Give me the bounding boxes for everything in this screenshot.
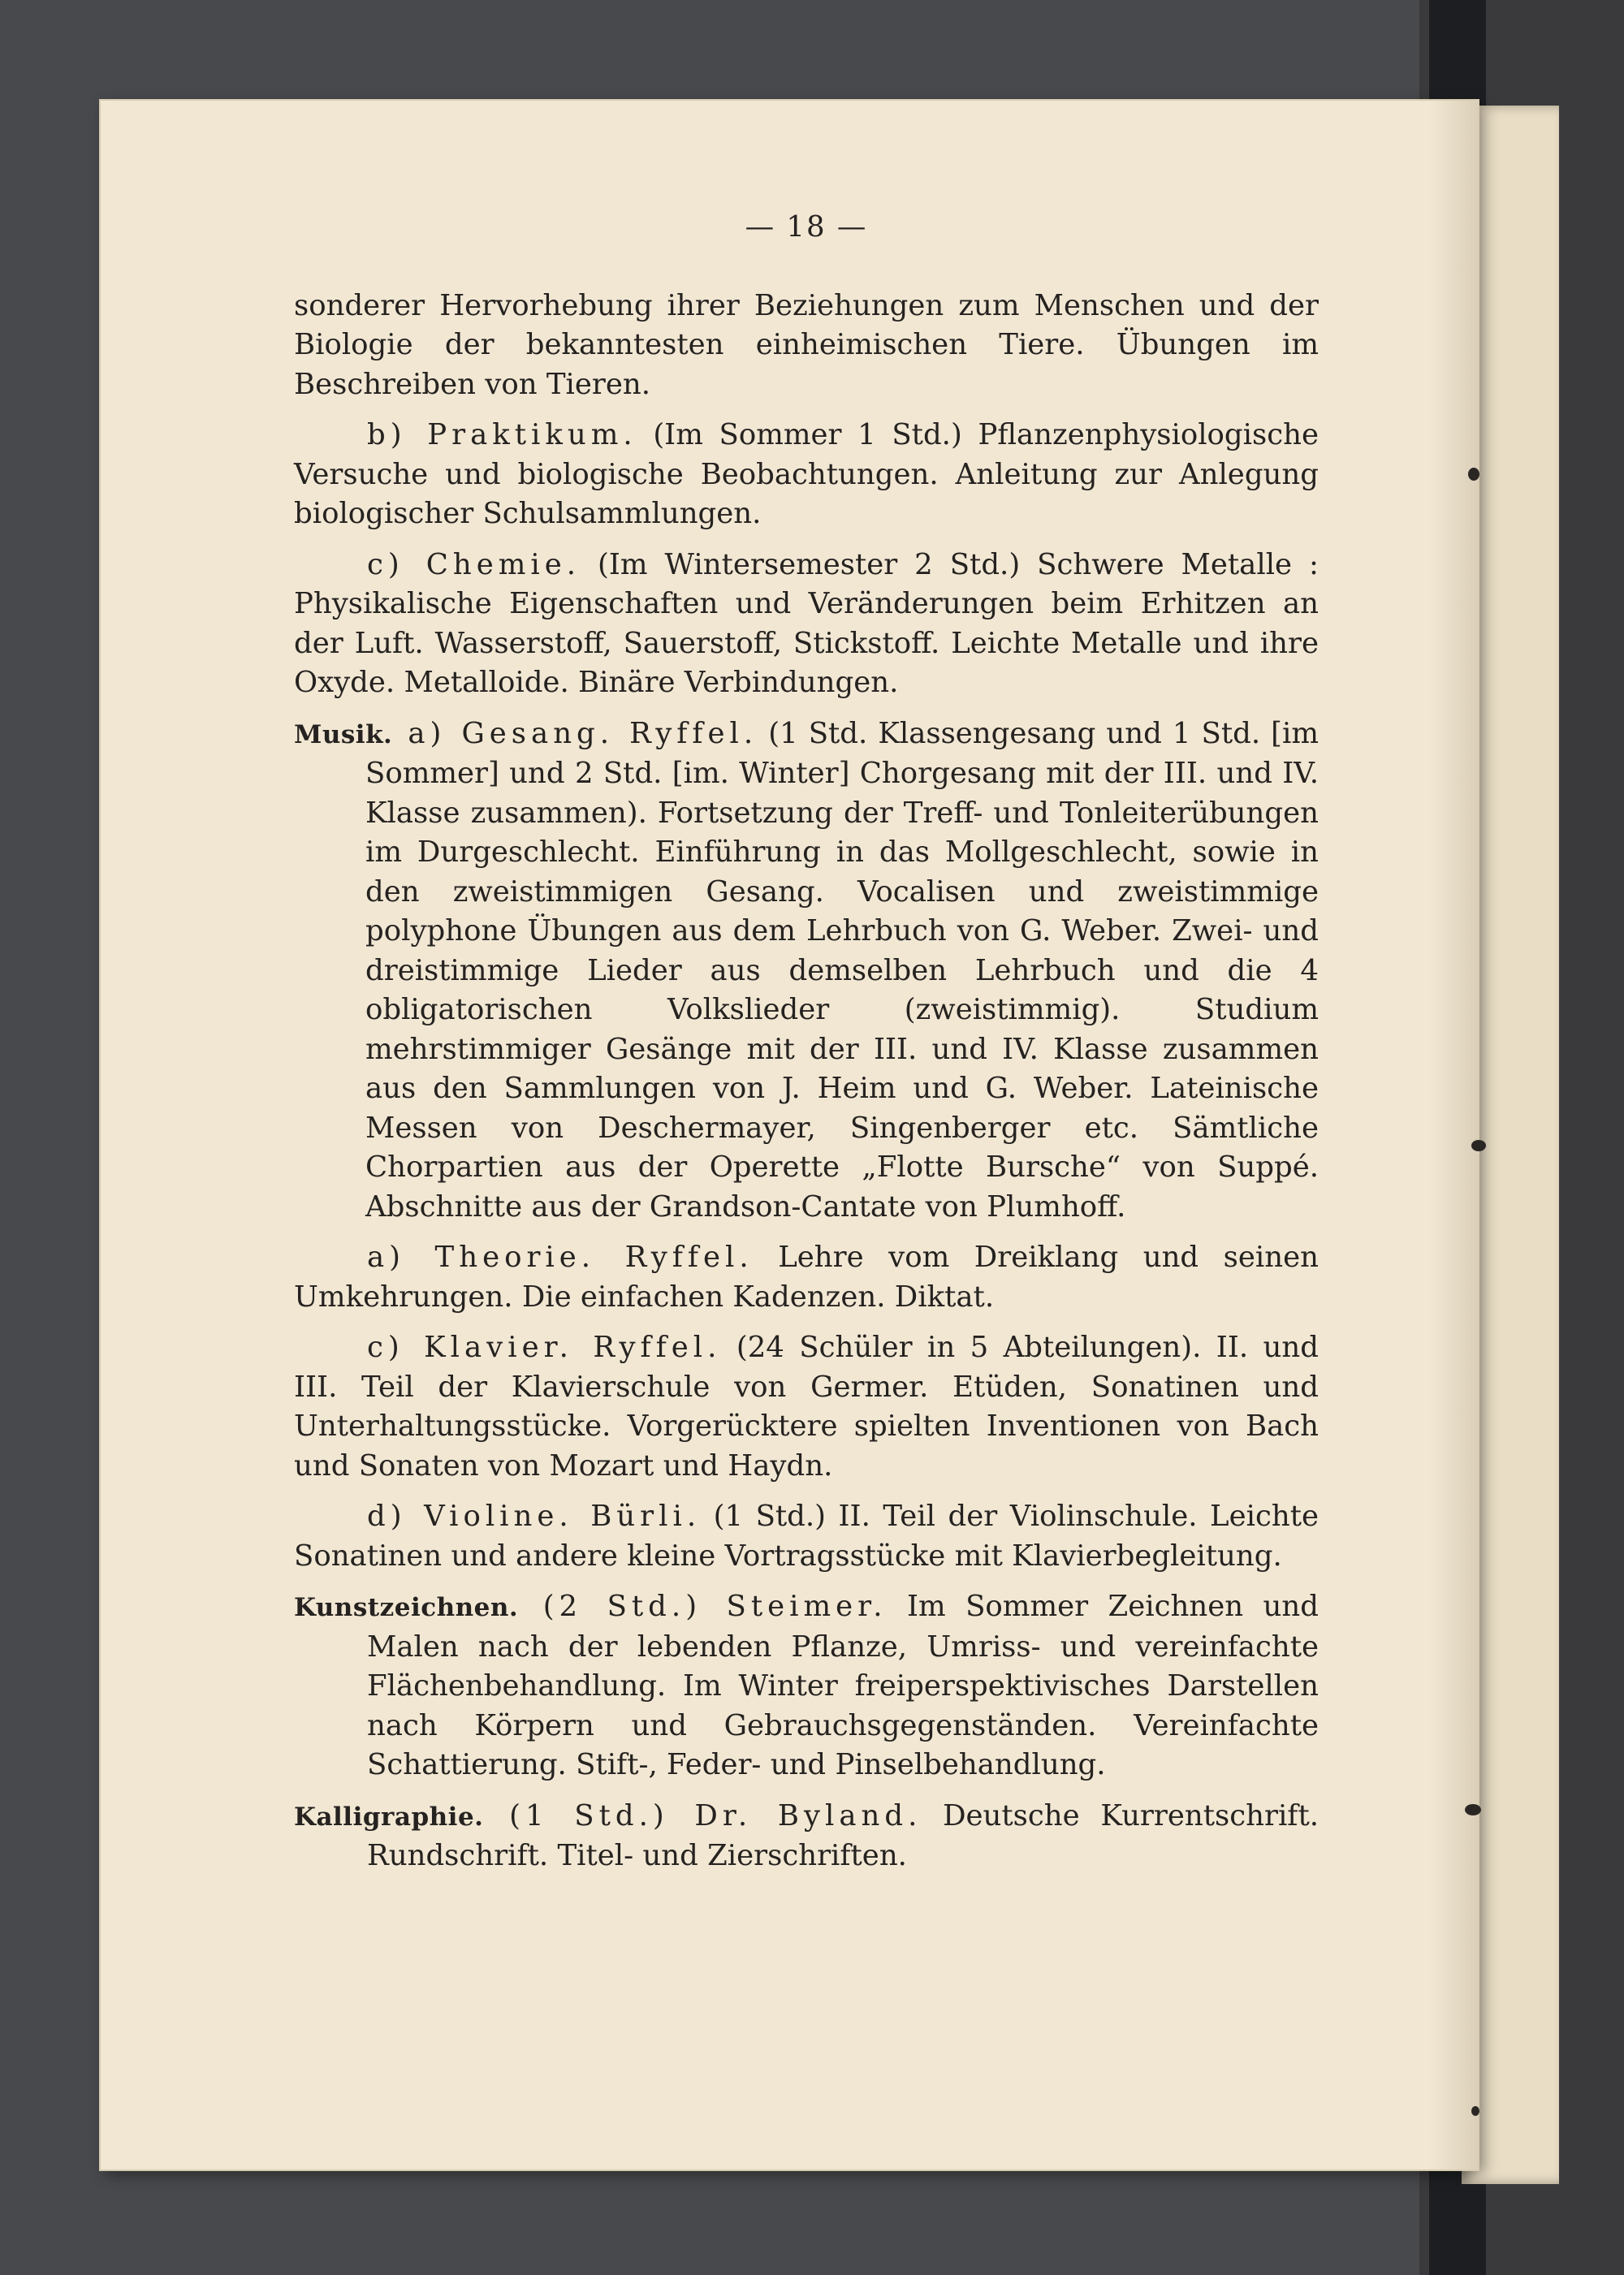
section-label: d) Violine. Bürli. — [367, 1500, 702, 1533]
section-label: (1 Std.) Dr. Byland. — [483, 1798, 922, 1833]
section-label: (2 Std.) Steimer. — [518, 1590, 888, 1623]
paragraph-theorie: a) Theorie. Ryffel. Lehre vom Dreiklang und seinen Umkehrungen. Die einfachen Kadenzen. Diktat. — [294, 1241, 1319, 1314]
section-label: a) Theorie. Ryffel. — [367, 1241, 754, 1274]
paragraph-zoology: sonderer Hervorhebung ihrer Beziehungen zum Menschen und der Biologie der bekanntesten einheimischen Tiere. Übungen im Beschreiben von Tieren. — [294, 288, 1319, 401]
paragraph-klavier: c) Klavier. Ryffel. (24 Schüler in 5 Abteilungen). II. und III. Teil der Klavierschule von Germer. Etüden, Sonatinen und Unterhaltungsstücke. Vorgerücktere spielten Inventionen von Bach und Sonaten von Mozart und Haydn. — [294, 1331, 1319, 1483]
section-heading-kalligraphie: Kalligraphie. — [294, 1802, 484, 1832]
paragraph-chemie: c) Chemie. (Im Wintersemester 2 Std.) Schwere Metalle : Physikalische Eigenschaften und Veränderungen beim Erhitzen an der Luft. Wasserstoff, Sauerstoff, Stickstoff. Leichte Metalle und ihre Oxyde. Metalloide. Binäre Verbindungen. — [294, 547, 1319, 699]
paragraph-musik: Musik. a) Gesang. Ryffel. (1 Std. Klassengesang und 1 Std. [im Sommer] und 2 Std. [im. Winter] Chorgesang mit der III. und IV. Klasse zusammen). Fortsetzung der Treff- und Tonleiterübungen im Durgeschlecht. Einführung in das Mollgeschlecht, sowie in den zweistimmigen Gesang. Vocalisen und zweistimmige polyphone Übungen aus dem Lehrbuch von G. Weber. Zwei- und dreistimmige Lieder aus demselben Lehrbuch und die 4 obligatorischen Volkslieder (zweistimmig). Studium mehrstimmiger Gesänge mit der III. und IV. Klasse zusammen aus den Sammlungen von J. Heim und G. Weber. Lateinische Messen von Deschermayer, Singenberger etc. Sämtliche Chorpartien aus der Operette „Flotte Bursche“ von Suppé. Abschnitte aus der Grandson-Cantate von Plumhoff. — [294, 716, 1320, 1224]
section-label: b) Praktikum. — [367, 418, 637, 451]
page-text — [294, 208, 1319, 1888]
page-number: — 18 — — [745, 210, 868, 244]
section-label: a) Gesang. Ryffel. — [392, 716, 758, 750]
paragraph-violine: d) Violine. Bürli. (1 Std.) II. Teil der Violinschule. Leichte Sonatinen und andere kleine Vortragsstücke mit Klavierbegleitung. — [294, 1500, 1319, 1573]
section-label: c) Chemie. — [367, 547, 581, 581]
paragraph-praktikum: b) Praktikum. (Im Sommer 1 Std.) Pflanzenphysiologische Versuche und biologische Beobachtungen. Anleitung zur Anlegung biologischer Schulsammlungen. — [294, 418, 1319, 530]
section-heading-musik: Musik. — [294, 719, 393, 749]
paragraph-kalligraphie: Kalligraphie. (1 Std.) Dr. Byland. Deutsche Kurrentschrift. Rundschrift. Titel- und Zierschriften. — [294, 1798, 1319, 1872]
ink-speck — [1465, 1804, 1481, 1815]
section-label: c) Klavier. Ryffel. — [367, 1331, 722, 1364]
ink-speck — [1468, 468, 1479, 481]
paragraph-kunstzeichnen: Kunstzeichnen. (2 Std.) Steimer. Im Sommer Zeichnen und Malen nach der lebenden Pflanze, Umriss- und vereinfachte Flächenbehandlung. Im Winter freiperspektivisches Darstellen nach Körpern und Gebrauchsgegenständen. Vereinfachte Schattierung. Stift-, Feder- und Pinselbehandlung. — [294, 1590, 1319, 1781]
ink-speck — [1471, 1140, 1486, 1151]
ink-speck — [1471, 2106, 1479, 2116]
section-heading-kunstzeichnen: Kunstzeichnen. — [294, 1593, 519, 1622]
